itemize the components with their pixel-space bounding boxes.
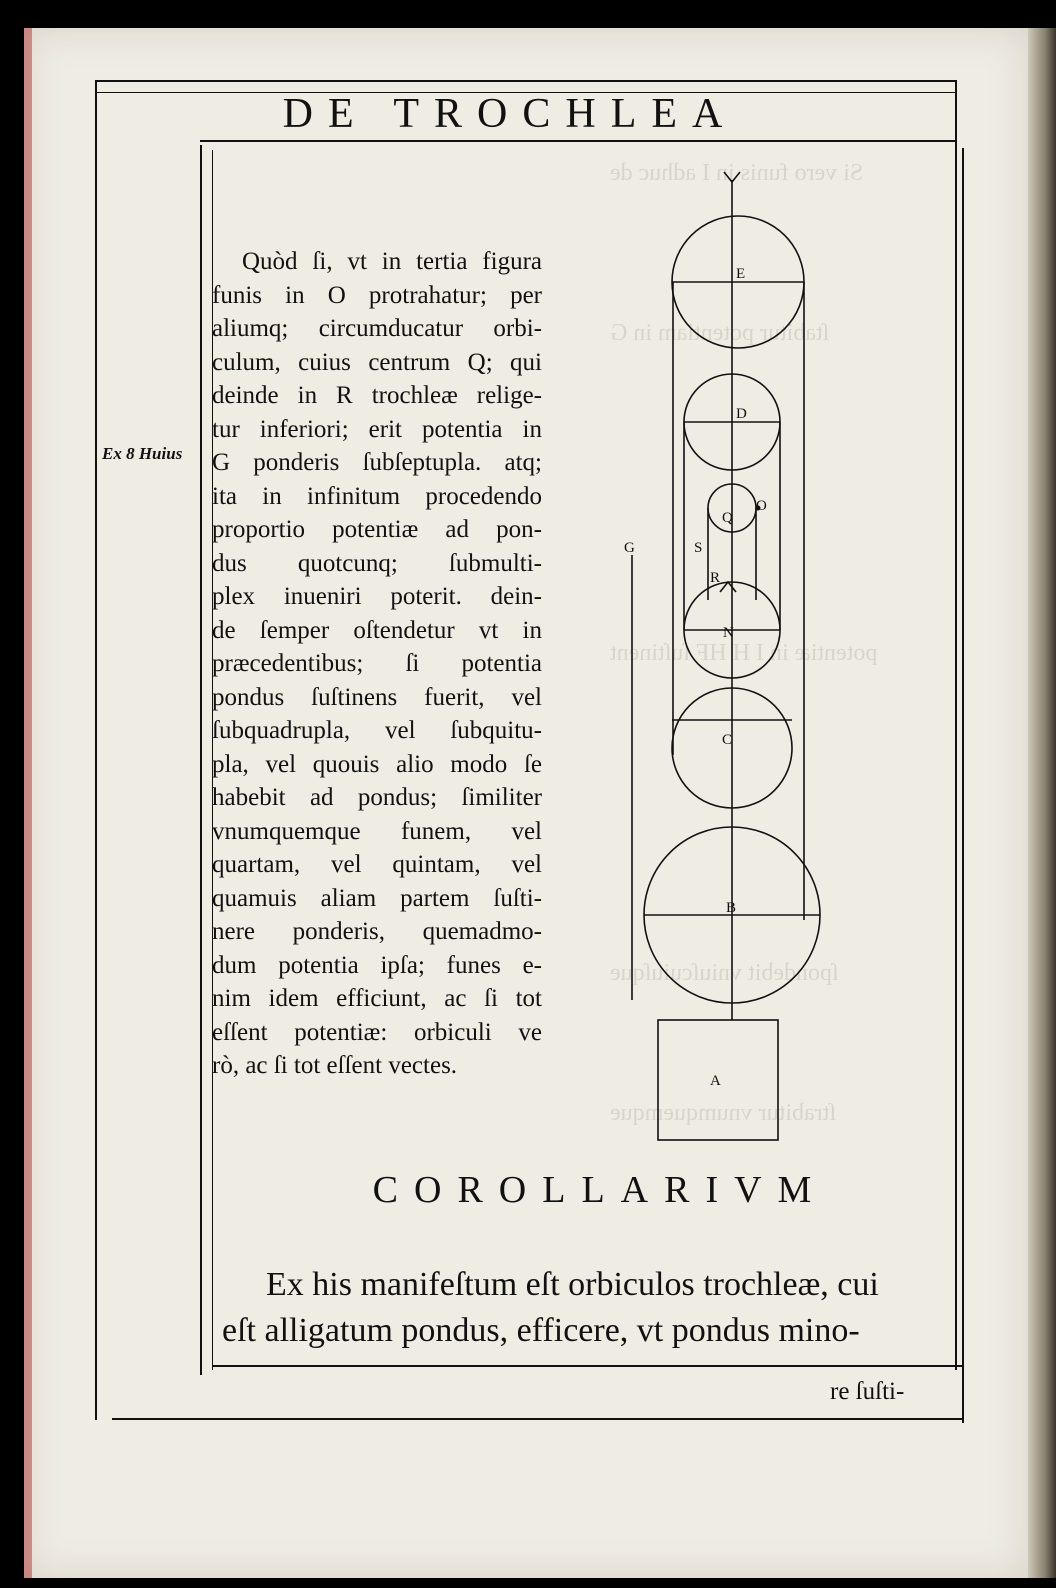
pulley-diagram [560,160,850,1160]
label-S: S [694,540,703,556]
frame-inner-left [200,145,202,1375]
bleed-through-text: ſpondebit vniuſcuiuſque [610,960,839,986]
text-line: eſſent potentiæ: orbiculi ve [212,1018,542,1046]
text-line: vnumquemque funem, vel [212,817,542,845]
text-line: proportio potentiæ ad pon- [212,516,542,543]
text-line: Ex his manifeſtum eſt orbiculos trochleæ, cui [266,1266,879,1303]
page-right-edge [1028,28,1056,1578]
text-line: dum potentia ipſa; funes e- [212,951,542,979]
frame-right-outer [962,148,964,1423]
frame-top-rule [95,80,955,82]
text-line: quamuis aliam partem ſuſti- [212,884,542,912]
text-line: quartam, vel quintam, vel [212,851,542,878]
text-line: ita in infinitum procedendo [212,482,542,510]
label-N: N [723,625,734,641]
text-line: Quòd ſi, vt in tertia figura [242,248,542,275]
bleed-through-text: ſtrabitur vnumquemque [610,1100,836,1126]
frame-title-box-bottom [200,140,955,142]
bleed-through-text: Si vero funis in I adhuc de [610,160,864,186]
catchword: re ſuſti- [830,1378,905,1405]
text-line: deinde in R trochleæ relige- [212,382,542,409]
text-line: pondus ſuſtinens fuerit, vel [212,683,542,711]
text-line: rò, ac ſi tot eſſent vectes. [212,1052,458,1079]
text-line: habebit ad pondus; ſimiliter [212,784,542,811]
bleed-through-text: potentiæ in I H HF ſuſtinent [610,640,878,666]
text-line: dus quotcunq; ſubmulti- [212,549,542,577]
text-line: eſt alligatum pondus, efficere, vt pondus mino- [222,1312,860,1349]
text-line: funis in O protrahatur; per [212,281,542,309]
corollary-heading: COROLLARIVM [372,1169,828,1211]
text-line: nere ponderis, quemadmo- [212,918,542,945]
frame-outer-left [95,80,97,1420]
text-line: tur inferiori; erit potentia in [212,415,542,443]
label-O: O [756,498,767,514]
label-E: E [736,266,746,282]
label-R: R [710,570,721,586]
text-line: pla, vel quouis alio modo ſe [212,750,542,778]
text-line: de ſemper oſtendetur vt in [212,616,542,644]
label-Q: Q [722,510,733,526]
margin-note: Ex 8 Huius [102,444,183,463]
label-A: A [710,1073,721,1089]
running-title: DE TROCHLEA [282,91,738,137]
corollary-text [222,1262,952,1354]
label-B: B [726,900,737,916]
body-text [212,245,542,1083]
text-line: G ponderis ſubſeptupla. atq; [212,449,542,476]
text-line: aliumq; circumducatur orbi- [212,315,542,342]
text-line: nim idem efficiunt, ac ſi tot [212,985,542,1012]
frame-text-bottom [212,1365,964,1367]
page-left-edge [24,28,32,1578]
text-line: plex inueniri poterit. dein- [212,583,542,610]
label-D: D [736,406,747,422]
label-G: G [624,540,635,556]
frame-right [955,80,957,1370]
frame-bottom-rule [112,1418,964,1420]
text-line: culum, cuius centrum Q; qui [212,348,542,376]
label-C: C [722,732,733,748]
text-line: ſubquadrupla, vel ſubquitu- [212,717,542,744]
bleed-through-text: ſtabitur potentiam in G [610,320,830,346]
text-line: præcedentibus; ſi potentia [212,650,542,677]
